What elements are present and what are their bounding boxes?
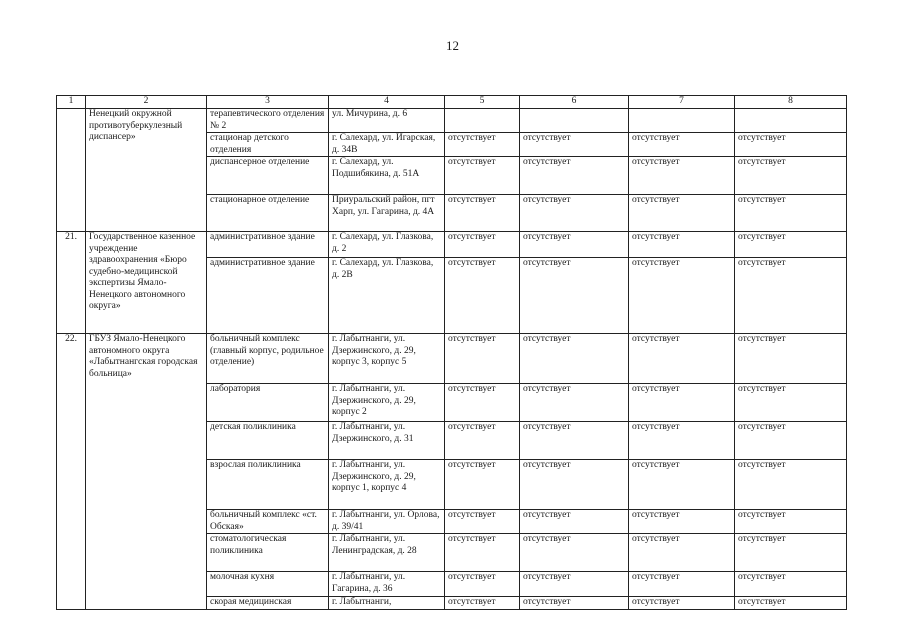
cell-value: отсутствует	[735, 334, 847, 384]
facility-unit: административное здание	[207, 232, 329, 258]
column-header: 8	[735, 96, 847, 109]
cell-value: отсутствует	[520, 572, 629, 597]
cell-value	[445, 109, 520, 133]
facility-address: Приуральский район, пгт Харп, ул. Гагарина, д. 4А	[329, 195, 445, 232]
cell-value: отсутствует	[445, 572, 520, 597]
table-row	[57, 109, 847, 133]
facility-address: г. Лабытнанги, ул. Ленинградская, д. 28	[329, 534, 445, 572]
cell-value: отсутствует	[735, 232, 847, 258]
cell-value: отсутствует	[445, 133, 520, 157]
cell-value: отсутствует	[629, 534, 735, 572]
cell-value: отсутствует	[629, 460, 735, 510]
cell-value: отсутствует	[629, 510, 735, 534]
cell-value: отсутствует	[445, 510, 520, 534]
row-number	[57, 109, 86, 232]
cell-value: отсутствует	[445, 334, 520, 384]
column-header: 7	[629, 96, 735, 109]
table-row	[57, 232, 847, 258]
facility-unit: лаборатория	[207, 384, 329, 422]
cell-value: отсутствует	[445, 534, 520, 572]
column-header: 1	[57, 96, 86, 109]
header-row	[57, 96, 847, 109]
facility-address: г. Лабытнанги, ул. Дзержинского, д. 31	[329, 422, 445, 460]
facility-unit: больничный комплекс «ст. Обская»	[207, 510, 329, 534]
cell-value: отсутствует	[735, 133, 847, 157]
cell-value: отсутствует	[735, 460, 847, 510]
cell-value: отсутствует	[735, 384, 847, 422]
cell-value: отсутствует	[520, 232, 629, 258]
organization-name: Ненецкий окружной противотуберкулезный диспансер»	[86, 109, 207, 232]
cell-value: отсутствует	[735, 597, 847, 610]
cell-value: отсутствует	[445, 384, 520, 422]
facility-unit: детская поликлиника	[207, 422, 329, 460]
organization-name: ГБУЗ Ямало-Ненецкого автономного округа «Лабытнангская городская больница»	[86, 334, 207, 610]
facility-unit: административное здание	[207, 258, 329, 334]
facility-address: г. Салехард, ул. Глазкова, д. 2В	[329, 258, 445, 334]
cell-value: отсутствует	[735, 258, 847, 334]
cell-value	[735, 109, 847, 133]
cell-value: отсутствует	[735, 422, 847, 460]
facility-unit: молочная кухня	[207, 572, 329, 597]
column-header: 3	[207, 96, 329, 109]
facility-address: г. Салехард, ул. Глазкова, д. 2	[329, 232, 445, 258]
cell-value: отсутствует	[629, 133, 735, 157]
cell-value: отсутствует	[735, 534, 847, 572]
column-header: 6	[520, 96, 629, 109]
cell-value: отсутствует	[629, 597, 735, 610]
facility-address: г. Лабытнанги, ул. Гагарина, д. 36	[329, 572, 445, 597]
cell-value: отсутствует	[735, 572, 847, 597]
cell-value: отсутствует	[445, 195, 520, 232]
cell-value: отсутствует	[520, 460, 629, 510]
facility-address: г. Лабытнанги, ул. Дзержинского, д. 29, корпус 2	[329, 384, 445, 422]
cell-value: отсутствует	[520, 510, 629, 534]
facility-unit: терапевтического отделения № 2	[207, 109, 329, 133]
cell-value: отсутствует	[629, 195, 735, 232]
column-header: 2	[86, 96, 207, 109]
cell-value: отсутствует	[520, 534, 629, 572]
row-number: 21.	[57, 232, 86, 334]
cell-value: отсутствует	[735, 510, 847, 534]
cell-value: отсутствует	[445, 422, 520, 460]
cell-value: отсутствует	[445, 232, 520, 258]
cell-value: отсутствует	[629, 384, 735, 422]
cell-value: отсутствует	[735, 157, 847, 195]
cell-value: отсутствует	[735, 195, 847, 232]
facility-address: г. Салехард, ул. Подшибякина, д. 51А	[329, 157, 445, 195]
facility-unit: стоматологическая поликлиника	[207, 534, 329, 572]
cell-value: отсутствует	[629, 572, 735, 597]
cell-value: отсутствует	[520, 334, 629, 384]
cell-value: отсутствует	[520, 195, 629, 232]
facility-address: г. Салехард, ул. Игарская, д. 34В	[329, 133, 445, 157]
cell-value: отсутствует	[520, 157, 629, 195]
page-number: 12	[446, 38, 459, 53]
facility-unit: больничный комплекс (главный корпус, родильное отделение)	[207, 334, 329, 384]
cell-value: отсутствует	[520, 384, 629, 422]
cell-value: отсутствует	[629, 157, 735, 195]
table-row	[57, 334, 847, 384]
facility-address: г. Лабытнанги,	[329, 597, 445, 610]
cell-value: отсутствует	[629, 232, 735, 258]
column-header: 4	[329, 96, 445, 109]
cell-value: отсутствует	[445, 597, 520, 610]
facility-unit: скорая медицинская	[207, 597, 329, 610]
cell-value	[629, 109, 735, 133]
cell-value: отсутствует	[445, 460, 520, 510]
cell-value: отсутствует	[445, 157, 520, 195]
facility-unit: диспансерное отделение	[207, 157, 329, 195]
facility-unit: стационарное отделение	[207, 195, 329, 232]
cell-value: отсутствует	[629, 258, 735, 334]
facility-address: г. Лабытнанги, ул. Дзержинского, д. 29, корпус 3, корпус 5	[329, 334, 445, 384]
cell-value: отсутствует	[520, 258, 629, 334]
row-number: 22.	[57, 334, 86, 610]
facility-unit: стационар детского отделения	[207, 133, 329, 157]
cell-value: отсутствует	[445, 258, 520, 334]
facility-unit: взрослая поликлиника	[207, 460, 329, 510]
cell-value	[520, 109, 629, 133]
column-header: 5	[445, 96, 520, 109]
cell-value: отсутствует	[520, 597, 629, 610]
organization-name: Государственное казенное учреждение здравоохранения «Бюро судебно-медицинской экспертизы Ямало-Ненецкого автономного округа»	[86, 232, 207, 334]
facilities-table	[56, 95, 847, 610]
facility-address: ул. Мичурина, д. 6	[329, 109, 445, 133]
cell-value: отсутствует	[520, 133, 629, 157]
facility-address: г. Лабытнанги, ул. Дзержинского, д. 29, корпус 1, корпус 4	[329, 460, 445, 510]
cell-value: отсутствует	[520, 422, 629, 460]
cell-value: отсутствует	[629, 334, 735, 384]
facility-address: г. Лабытнанги, ул. Орлова, д. 39/41	[329, 510, 445, 534]
cell-value: отсутствует	[629, 422, 735, 460]
